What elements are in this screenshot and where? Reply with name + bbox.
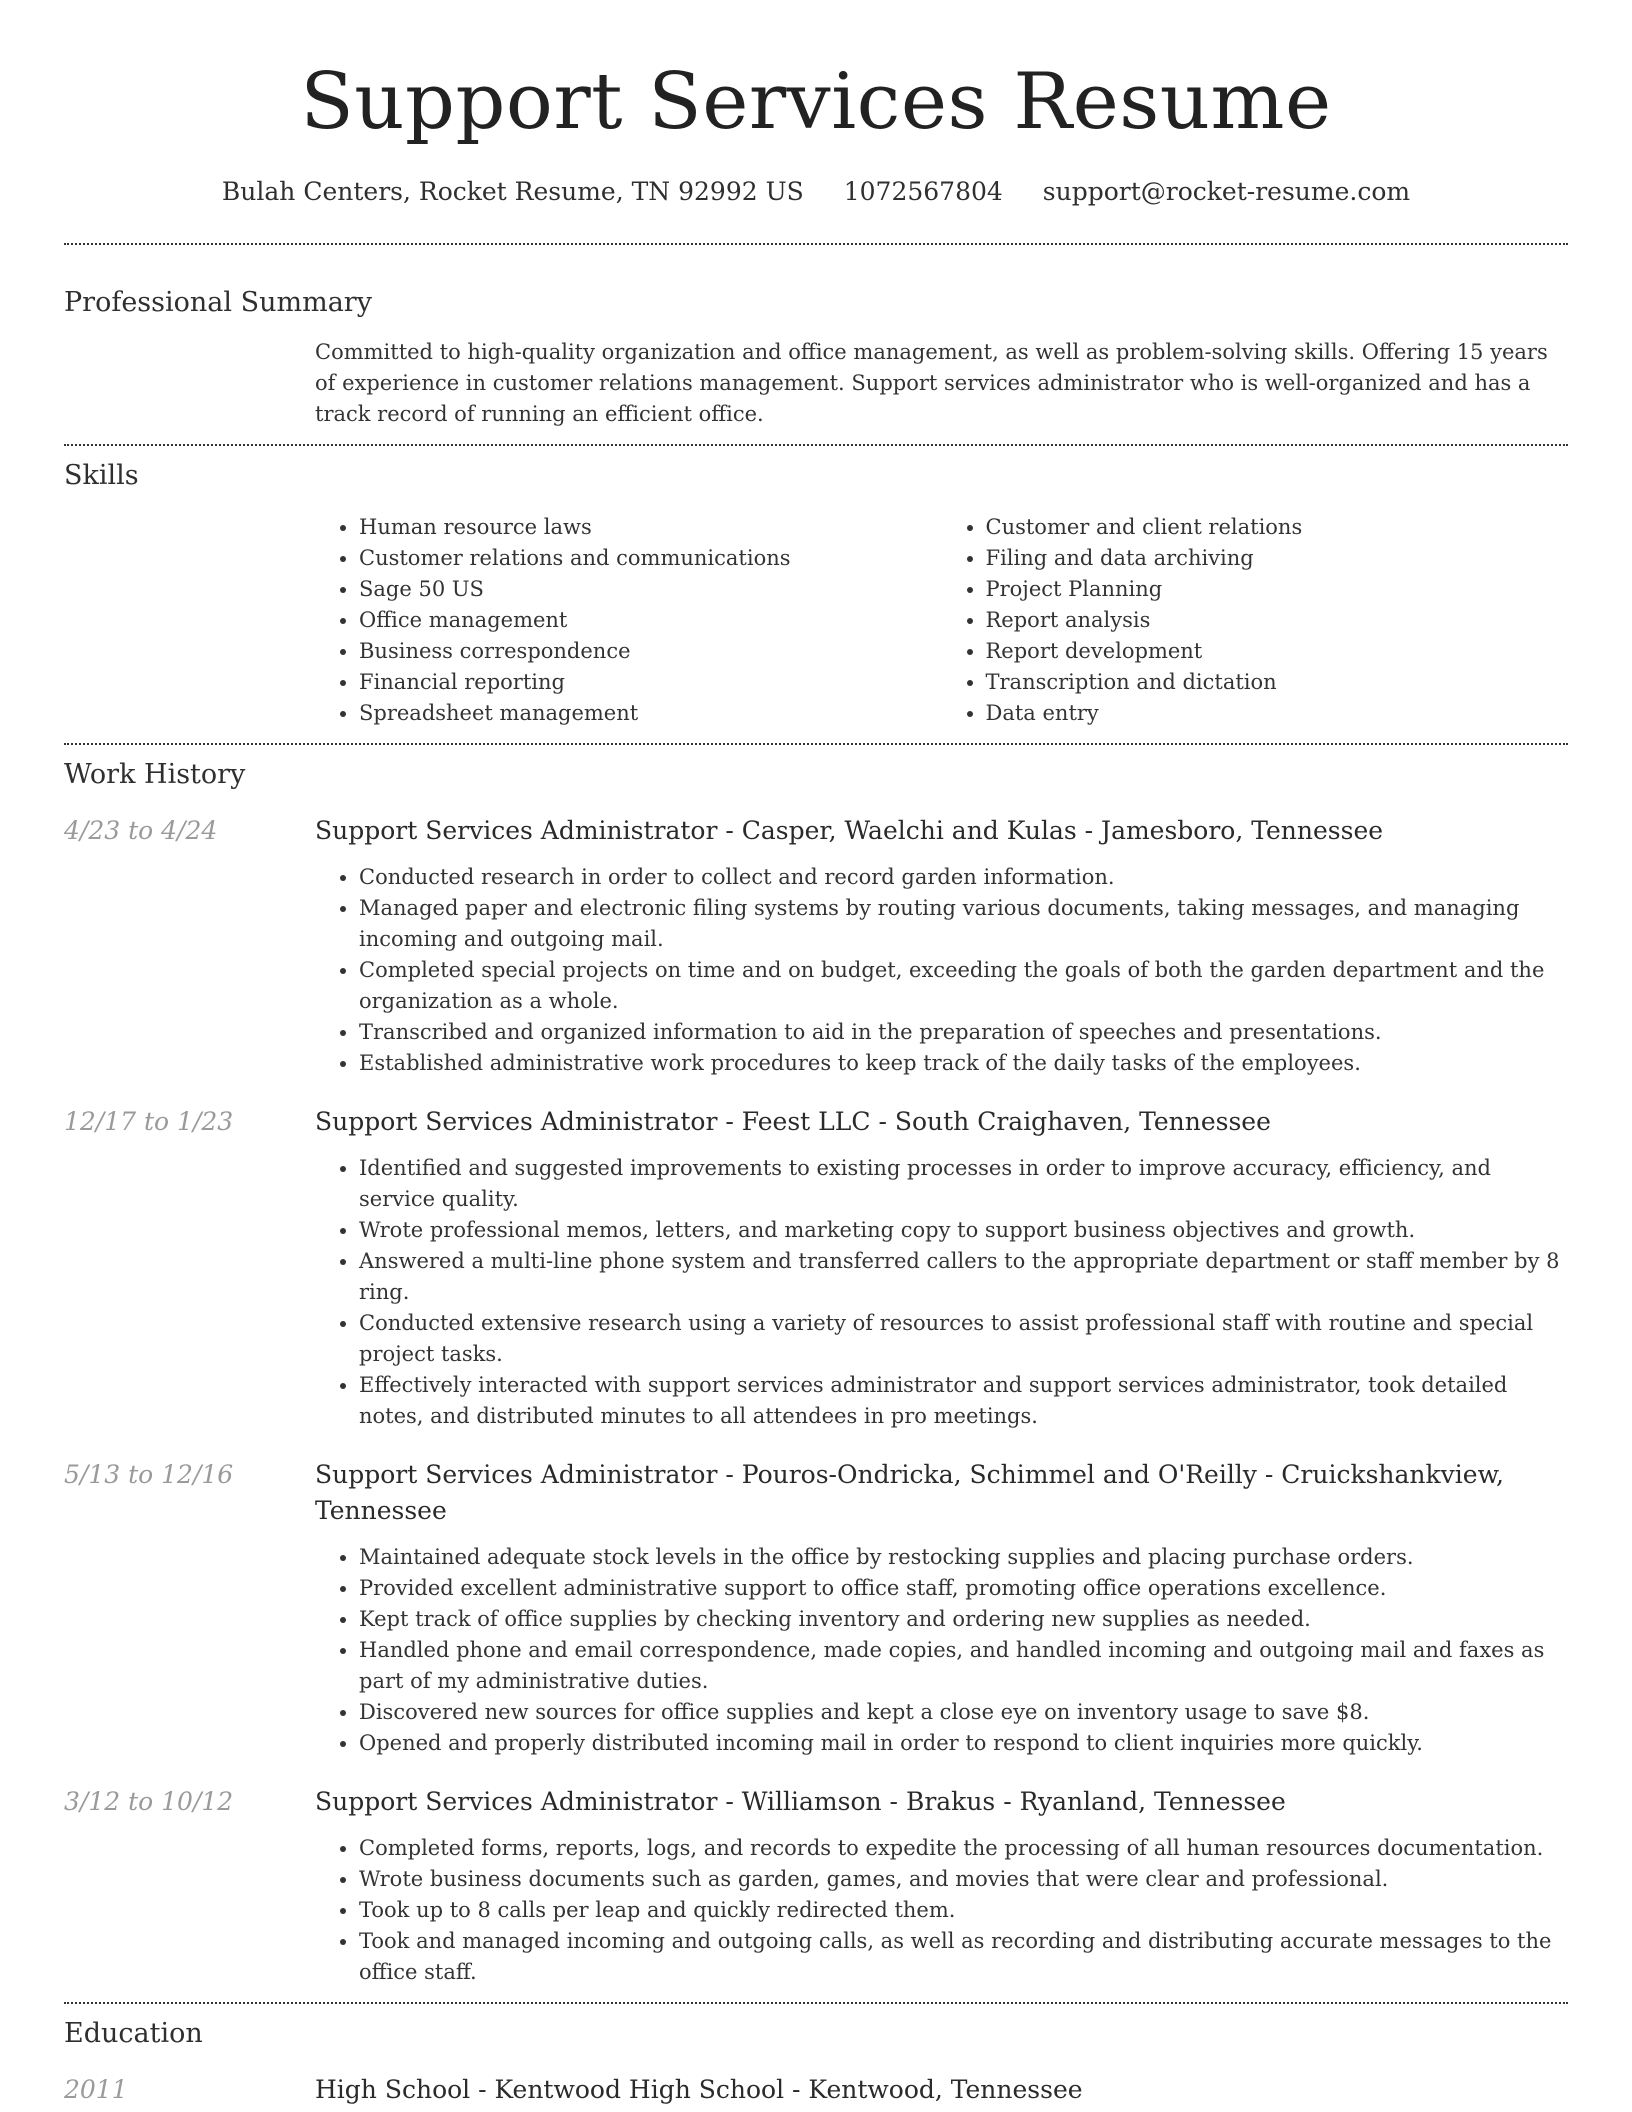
- job-content: [315, 1784, 1568, 1988]
- job-dates: 3/12 to 10/12: [64, 1787, 234, 1816]
- skills-list-left: [315, 512, 942, 729]
- job-bullet: • Provided excellent administrative support to office staff, promoting office operations excellence.: [359, 1573, 1568, 1604]
- education-section: [64, 2016, 1568, 2108]
- contact-phone: 1072567804: [843, 177, 1003, 206]
- job-bullet: • Wrote business documents such as garden, games, and movies that were clear and professional.: [359, 1864, 1568, 1895]
- section-title-summary: Professional Summary: [64, 287, 372, 318]
- job-bullet: • Discovered new sources for office supplies and kept a close eye on inventory usage to save $8.: [359, 1697, 1568, 1728]
- skill-item: • Human resource laws: [359, 512, 942, 543]
- section-title-work-history: Work History: [64, 759, 246, 790]
- job-entry: [64, 813, 1568, 1079]
- skill-item: • Office management: [359, 605, 942, 636]
- skill-item: • Filing and data archiving: [986, 543, 1569, 574]
- job-entry: [64, 1784, 1568, 1988]
- job-content: [315, 1104, 1568, 1432]
- skill-item: • Business correspondence: [359, 636, 942, 667]
- job-title: Support Services Administrator - Casper, Waelchi and Kulas - Jamesboro, Tennessee: [315, 816, 1384, 845]
- job-bullet: • Conducted research in order to collect and record garden information.: [359, 862, 1568, 893]
- section-title-education: Education: [64, 2018, 203, 2049]
- summary-section: [64, 285, 1568, 430]
- divider: [64, 743, 1568, 745]
- skill-item: • Data entry: [986, 698, 1569, 729]
- divider: [64, 2002, 1568, 2004]
- skill-item: • Transcription and dictation: [986, 667, 1569, 698]
- skill-item: • Report development: [986, 636, 1569, 667]
- job-entry: [64, 1104, 1568, 1432]
- job-dates: 5/13 to 12/16: [64, 1460, 234, 1489]
- skill-item: • Customer relations and communications: [359, 543, 942, 574]
- contact-address: Bulah Centers, Rocket Resume, TN 92992 US: [221, 177, 804, 206]
- job-bullets: [315, 862, 1568, 1079]
- job-bullet: • Effectively interacted with support services administrator and support services administrator, took detailed notes, and distributed minutes to all attendees in pro meetings.: [359, 1370, 1568, 1432]
- job-bullet: • Kept track of office supplies by checking inventory and ordering new supplies as needed.: [359, 1604, 1568, 1635]
- skills-list-right: [942, 512, 1569, 729]
- job-content: [315, 813, 1568, 1079]
- skill-item: • Customer and client relations: [986, 512, 1569, 543]
- job-bullet: • Took and managed incoming and outgoing calls, as well as recording and distributing accurate messages to the office staff.: [359, 1926, 1568, 1988]
- skill-item: • Report analysis: [986, 605, 1569, 636]
- job-bullet: • Handled phone and email correspondence, made copies, and handled incoming and outgoing mail and faxes as part of my administrative duties.: [359, 1635, 1568, 1697]
- contact-line: [64, 175, 1568, 209]
- job-bullet: • Answered a multi-line phone system and transferred callers to the appropriate department or staff member by 8 ring.: [359, 1246, 1568, 1308]
- resume-page: [64, 0, 1568, 2108]
- contact-email: support@rocket-resume.com: [1042, 177, 1411, 206]
- job-entry: [64, 1457, 1568, 1759]
- skill-item: • Sage 50 US: [359, 574, 942, 605]
- skill-item: • Financial reporting: [359, 667, 942, 698]
- job-bullet: • Completed special projects on time and on budget, exceeding the goals of both the garden department and the organization as a whole.: [359, 955, 1568, 1017]
- skill-item: • Spreadsheet management: [359, 698, 942, 729]
- job-bullets: [315, 1153, 1568, 1432]
- divider: [64, 243, 1568, 245]
- work-history-section: [64, 757, 1568, 1988]
- job-dates: 12/17 to 1/23: [64, 1107, 234, 1136]
- job-title: Support Services Administrator - Williamson - Brakus - Ryanland, Tennessee: [315, 1787, 1286, 1816]
- job-bullet: • Completed forms, reports, logs, and records to expedite the processing of all human resources documentation.: [359, 1833, 1568, 1864]
- job-bullet: • Opened and properly distributed incoming mail in order to respond to client inquiries more quickly.: [359, 1728, 1568, 1759]
- job-bullet: • Wrote professional memos, letters, and marketing copy to support business objectives and growth.: [359, 1215, 1568, 1246]
- skills-section: [64, 458, 1568, 729]
- job-bullet: • Established administrative work procedures to keep track of the daily tasks of the employees.: [359, 1048, 1568, 1079]
- resume-title: Support Services Resume: [300, 57, 1332, 147]
- job-bullet: • Maintained adequate stock levels in the office by restocking supplies and placing purchase orders.: [359, 1542, 1568, 1573]
- job-title: Support Services Administrator - Feest LLC - South Craighaven, Tennessee: [315, 1107, 1271, 1136]
- education-title: High School - Kentwood High School - Kentwood, Tennessee: [315, 2075, 1083, 2104]
- skill-item: • Project Planning: [986, 574, 1569, 605]
- job-content: [315, 1457, 1568, 1759]
- job-bullet: • Took up to 8 calls per leap and quickly redirected them.: [359, 1895, 1568, 1926]
- job-bullets: [315, 1833, 1568, 1988]
- skills-columns: [315, 512, 1568, 729]
- summary-text: Committed to high-quality organization and office management, as well as problem-solving skills. Offering 15 years of experience in customer relations management. Support services administrator who is well-organized and has a track record of running an efficient office.: [315, 340, 1548, 426]
- job-title: Support Services Administrator - Pouros-Ondricka, Schimmel and O'Reilly - Cruickshankview, Tennessee: [315, 1460, 1504, 1525]
- education-dates: 2011: [64, 2075, 128, 2104]
- education-content: [315, 2072, 1568, 2108]
- job-bullets: [315, 1542, 1568, 1759]
- divider: [64, 444, 1568, 446]
- job-bullet: • Transcribed and organized information to aid in the preparation of speeches and presentations.: [359, 1017, 1568, 1048]
- section-title-skills: Skills: [64, 460, 139, 491]
- job-bullet: • Managed paper and electronic filing systems by routing various documents, taking messages, and managing incoming and outgoing mail.: [359, 893, 1568, 955]
- job-bullet: • Conducted extensive research using a variety of resources to assist professional staff with routine and special project tasks.: [359, 1308, 1568, 1370]
- education-entry: [64, 2072, 1568, 2108]
- job-dates: 4/23 to 4/24: [64, 816, 218, 845]
- job-bullet: • Identified and suggested improvements to existing processes in order to improve accuracy, efficiency, and service quality.: [359, 1153, 1568, 1215]
